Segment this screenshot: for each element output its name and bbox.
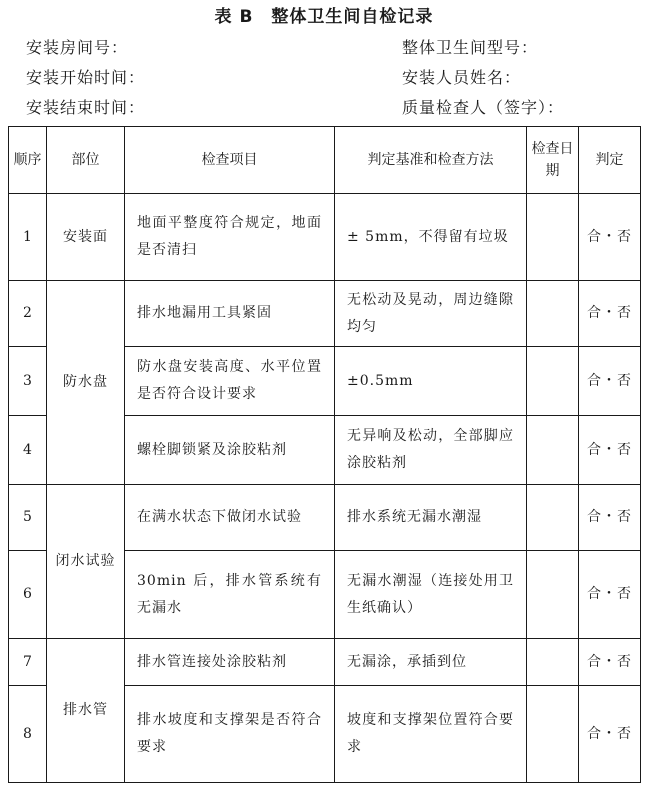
check-item-cell: [125, 194, 335, 281]
document-title: 表 B 整体卫生间自检记录: [214, 7, 434, 27]
table-row: [9, 639, 641, 686]
header-seq: 顺序: [9, 127, 47, 194]
inspection-table: [8, 126, 641, 783]
table-row: [9, 281, 641, 347]
quality-inspector-field: 质量检查人（签字）：: [402, 98, 565, 117]
row-number: 8: [9, 686, 47, 783]
criteria: ±0.5mm: [347, 372, 414, 389]
inspection-date-cell[interactable]: [527, 686, 579, 783]
table-row: [9, 485, 641, 551]
section-label: 排水管: [63, 702, 108, 718]
section-drain-pipe: [47, 639, 125, 783]
criteria-cell: [335, 686, 527, 783]
criteria-cell: [335, 281, 527, 347]
judgement: 合・否: [579, 639, 641, 686]
check-item: 防水盘安装高度、水平位置是否符合设计要求: [137, 359, 322, 402]
table-header-row: [9, 127, 641, 194]
criteria: 无漏涂，承插到位: [347, 653, 467, 670]
check-item-cell: [125, 485, 335, 551]
inspection-date-cell[interactable]: [527, 485, 579, 551]
row-number: 7: [9, 639, 47, 686]
criteria-cell: [335, 551, 527, 639]
criteria-cell: [335, 485, 527, 551]
row-number: 1: [9, 194, 47, 281]
check-item: 30min 后，排水管系统有无漏水: [137, 572, 322, 616]
judgement: 合・否: [579, 551, 641, 639]
judgement: 合・否: [579, 416, 641, 485]
criteria-cell: [335, 416, 527, 485]
judgement: 合・否: [579, 347, 641, 416]
check-item-cell: [125, 416, 335, 485]
criteria: 无漏水潮湿（连接处用卫生纸确认）: [347, 572, 514, 616]
header-judge: 判定: [579, 127, 641, 194]
criteria: 排水系统无漏水潮湿: [347, 509, 482, 525]
row-number: 3: [9, 347, 47, 416]
inspection-date-cell[interactable]: [527, 416, 579, 485]
install-start-time-field: 安装开始时间：: [26, 68, 146, 87]
judgement: 合・否: [579, 485, 641, 551]
check-item-cell: [125, 347, 335, 416]
header-date: 检查日期: [527, 127, 579, 194]
section-closed-water-test: [47, 485, 125, 639]
criteria: 无松动及晃动，周边缝隙均匀: [347, 291, 514, 335]
install-end-time-field: 安装结束时间：: [26, 98, 146, 117]
inspection-date-cell[interactable]: [527, 281, 579, 347]
criteria: ± 5mm，不得留有垃圾: [347, 228, 509, 245]
criteria: 坡度和支撑架位置符合要求: [347, 712, 514, 755]
header-item: 检查项目: [125, 127, 335, 194]
judgement: 合・否: [579, 686, 641, 783]
row-number: 4: [9, 416, 47, 485]
check-item: 排水管连接处涂胶粘剂: [137, 653, 287, 670]
check-item-cell: [125, 686, 335, 783]
section-surface: [47, 194, 125, 281]
check-item: 排水坡度和支撑架是否符合要求: [137, 712, 322, 755]
criteria-cell: [335, 347, 527, 416]
section-label: 闭水试验: [55, 553, 116, 569]
inspection-date-cell[interactable]: [527, 639, 579, 686]
bathroom-model-field: 整体卫生间型号：: [402, 38, 539, 57]
criteria: 无异响及松动，全部脚应涂胶粘剂: [347, 428, 514, 471]
table-row: [9, 194, 641, 281]
criteria-cell: [335, 194, 527, 281]
section-pan: [47, 281, 125, 485]
judgement: 合・否: [579, 281, 641, 347]
section-label: 安装面: [63, 228, 108, 245]
check-item-cell: [125, 551, 335, 639]
header-part: 部位: [47, 127, 125, 194]
inspection-date-cell[interactable]: [527, 551, 579, 639]
row-number: 6: [9, 551, 47, 639]
check-item: 螺栓脚锁紧及涂胶粘剂: [137, 441, 287, 458]
check-item-cell: [125, 639, 335, 686]
check-item: 排水地漏用工具紧固: [137, 305, 272, 321]
check-item: 在满水状态下做闭水试验: [137, 509, 302, 525]
check-item: 地面平整度符合规定，地面是否清扫: [137, 215, 322, 258]
row-number: 5: [9, 485, 47, 551]
row-number: 2: [9, 281, 47, 347]
room-number-field: 安装房间号：: [26, 38, 129, 57]
judgement: 合・否: [579, 194, 641, 281]
installer-name-field: 安装人员姓名：: [402, 68, 522, 87]
check-item-cell: [125, 281, 335, 347]
inspection-date-cell[interactable]: [527, 347, 579, 416]
inspection-date-cell[interactable]: [527, 194, 579, 281]
criteria-cell: [335, 639, 527, 686]
section-label: 防水盘: [63, 374, 108, 390]
header-criteria: 判定基准和检查方法: [335, 127, 527, 194]
